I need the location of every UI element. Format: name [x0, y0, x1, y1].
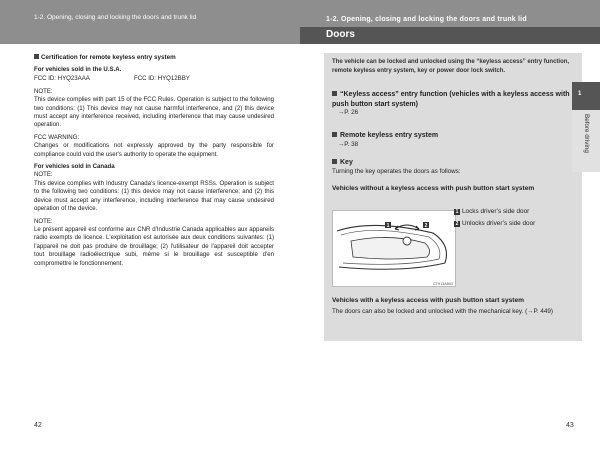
square-bullet-icon: [332, 159, 337, 164]
right-page-number: 43: [566, 422, 574, 429]
door-key-icon: [333, 211, 457, 288]
canada-heading: For vehicles sold in Canada: [34, 163, 115, 171]
item-remote-keyless: [332, 131, 576, 149]
item3-title: Key: [332, 158, 576, 168]
left-header-text: 1-2. Opening, closing and locking the doors and trunk lid: [34, 14, 197, 21]
square-bullet-icon: [332, 132, 337, 137]
right-header-bar: [300, 27, 600, 44]
usa-heading: For vehicles sold in the U.S.A.: [34, 66, 122, 74]
right-header-title: Doors: [326, 29, 355, 40]
left-page-header: [0, 0, 300, 44]
callout-1: 1: [386, 223, 390, 229]
subheading-without-keyless: Vehicles without a keyless access with push button start system: [332, 185, 535, 192]
square-bullet-icon: [332, 91, 337, 96]
square-bullet-icon: [34, 54, 39, 59]
legend-unlock: 2 Unlocks driver’s side door: [455, 220, 536, 227]
note-text-1: This device complies with part 15 of the FCC Rules. Operation is subject to the following two conditions: (1) This device may not cause harmful interference, and (2) this device must accept any interference received, including interference that may cause undesired operation.: [34, 96, 274, 129]
item1-ref[interactable]: →P. 26: [338, 109, 359, 116]
fcc-warning-text: Changes or modifications not expressly approved by the party responsible for compliance could void the user's authority to operate the equipment.: [34, 142, 274, 158]
certification-title: Certification for remote keyless entry system: [34, 54, 274, 62]
note-label-1: NOTE:: [34, 87, 53, 95]
item-key: [332, 158, 576, 176]
note-text-2: This device complies with Industry Canada's licence-exempt RSSs. Operation is subject to the following two conditions: (1) this device may not cause interference; and (2) this device must accept any interference, including interference that may cause undesired operation of the device.: [34, 179, 274, 213]
item2-ref[interactable]: →P. 38: [338, 140, 359, 148]
legend-lock: 1 Locks driver’s side door: [455, 208, 530, 215]
callout-2: 2: [424, 223, 428, 229]
certification-section: [34, 54, 274, 268]
note-text-3: Le présent appareil est conforme aux CNR d'Industrie Canada applicables aux appareils radio exempts de licence. L'exploitation est autorisée aux deux conditions suivantes: (1) l'appareil ne doit pas produire de brouillage; (2) l'utilisateur de l'appareil doit accepter tout brouillage radioélectrique subi, même si le brouillage est susceptible d'en compromettre le fonctionnement.: [34, 225, 274, 267]
subheading-with-keyless: Vehicles with a keyless access with push button start system: [332, 297, 525, 304]
item-keyless-access: [332, 90, 576, 118]
right-page: [300, 0, 600, 450]
mechanical-key-text: The doors can also be locked and unlocked with the mechanical key. (→P. 449): [332, 308, 553, 315]
illustration-code: CTH13AB03: [432, 282, 453, 286]
left-page-number: 42: [34, 422, 42, 429]
chapter-tab-label[interactable]: Before driving: [572, 110, 600, 172]
door-handle-illustration: [332, 210, 456, 287]
item2-title: Remote keyless entry system: [332, 131, 576, 141]
fcc-warning-label: FCC WARNING:: [34, 133, 80, 141]
right-page-header: [300, 0, 600, 44]
note-label-3: NOTE:: [34, 217, 53, 225]
right-header-subtitle: 1-2. Opening, closing and locking the doors and trunk lid: [326, 16, 527, 23]
item3-text: Turning the key operates the doors as follows:: [332, 167, 461, 175]
doors-intro: The vehicle can be locked and unlocked using the “keyless access” entry function, remote keyless entry system, key or power door lock switch.: [332, 59, 570, 74]
note-label-2: NOTE:: [34, 171, 53, 179]
legend-number-2: 2: [455, 221, 459, 227]
fcc-id-row: [34, 75, 274, 84]
legend-number-1: 1: [455, 209, 459, 215]
fcc-id-a: FCC ID: HYQ23AAA: [34, 74, 90, 82]
fcc-id-b: FCC ID: HYQ12BBY: [134, 74, 190, 82]
item1-title: “Keyless access” entry function (vehicles with a keyless access with push button start system): [332, 91, 570, 108]
chapter-tab-number[interactable]: 1: [572, 82, 600, 110]
